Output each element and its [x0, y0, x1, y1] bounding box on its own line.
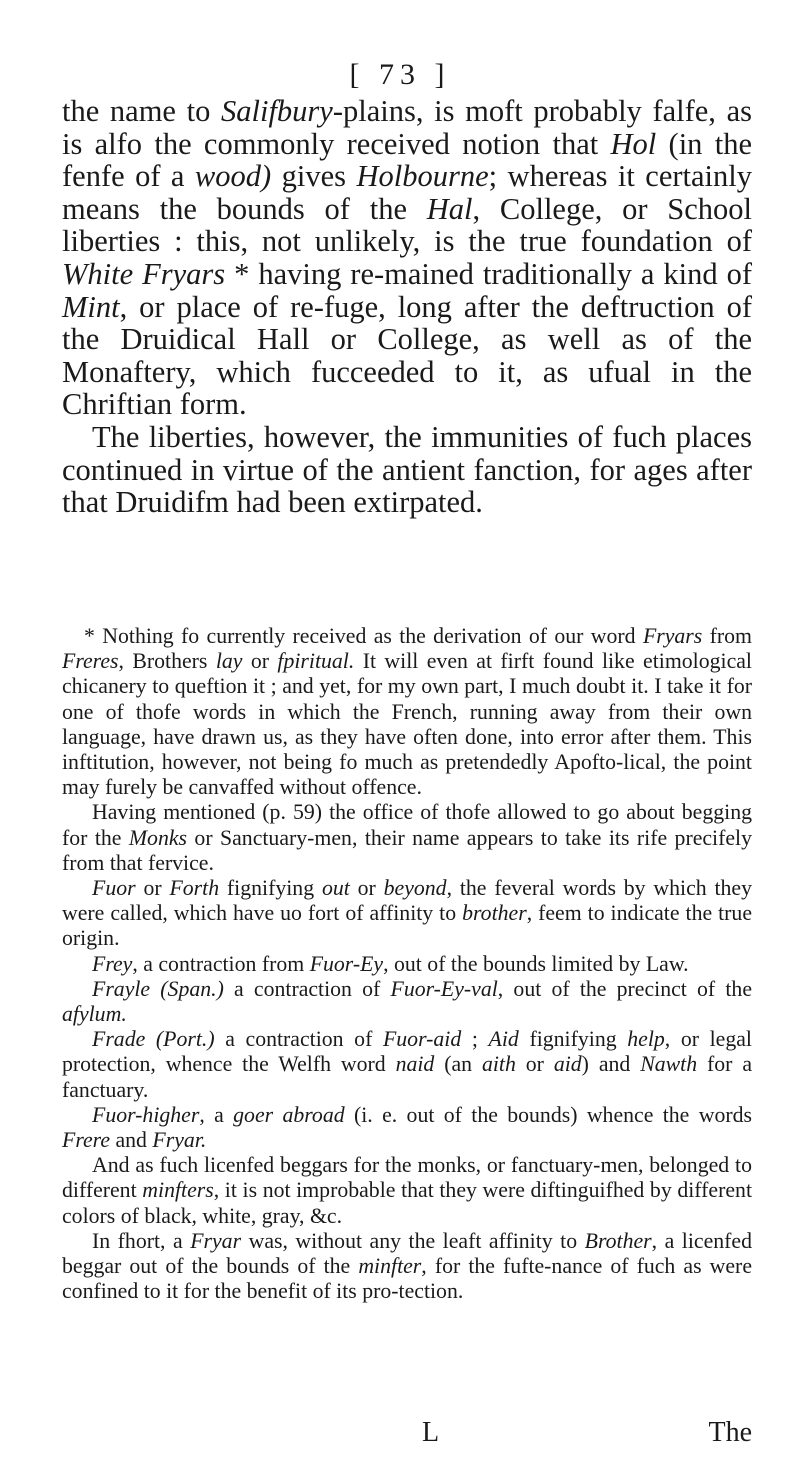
page-number: [ 73 ] [349, 58, 451, 91]
italic-text: Frey [92, 951, 133, 976]
text-run: And as fuch licenfed beggars for the monks, or fanctuary-men, belonged to different [62, 1153, 752, 1203]
italic-text: minfter [358, 1254, 422, 1279]
text-run: ; [461, 1027, 489, 1052]
text-run: or [135, 876, 170, 901]
text-run: the name to [62, 94, 221, 128]
text-run: , a [199, 1102, 234, 1127]
text-run: gives [271, 159, 357, 194]
italic-text: afylum. [62, 1002, 127, 1027]
text-run: and [110, 1128, 153, 1153]
italic-text: goer abroad [233, 1102, 345, 1127]
text-run: (an [434, 1052, 482, 1077]
italic-text: Brother [584, 1228, 652, 1253]
text-run: (i. e. out of the bounds) whence the words [344, 1102, 752, 1127]
text-run: from [702, 624, 752, 648]
italic-text: Fryar. [152, 1128, 207, 1153]
italic-text: Holbourne [356, 159, 489, 194]
text-run: or [515, 1052, 554, 1077]
italic-text: Hol [610, 126, 657, 161]
italic-text: fpiritual. [277, 649, 355, 674]
italic-text: wood) [194, 159, 272, 194]
text-run: , out of the bounds limited by Law. [383, 951, 689, 976]
catchword: The [708, 1417, 752, 1448]
text-run: (in the fenfe of a [62, 126, 752, 194]
main-text [62, 95, 752, 519]
text-run: or [349, 876, 384, 901]
footnote-paragraph [62, 876, 752, 952]
text-run: , a contraction from [132, 951, 310, 976]
footnote-paragraph [62, 1027, 752, 1103]
signature-mark: L [422, 1417, 440, 1448]
text-run: , a licenfed beggar out of the bounds of the [62, 1228, 752, 1279]
text-run: fignifying [518, 1027, 628, 1052]
text-run: It will even at firft found like etimological chicanery to queftion it ; and yet, for my own part, I much doubt it. I take it for one of thofe words in which the French, running away from their own language, have drawn us, as they have often done, into error after them. This inftitution, however, not being fo much as pretendedly Apofto-lical, the point may furely be canvaffed without offence. [62, 649, 752, 800]
footnote-paragraph [62, 800, 752, 876]
text-run: a contraction of [214, 1027, 383, 1052]
text-run: , College, or School liberties : this, not unlikely, is the true foundation of [62, 191, 753, 259]
text-run: or [242, 649, 278, 674]
italic-text: Fuor-Ey [309, 951, 384, 976]
text-run: * having re-mained traditionally a kind of [225, 256, 752, 291]
italic-text: Frade (Port.) [92, 1027, 215, 1052]
text-run: fignifying [219, 876, 322, 901]
footnote-paragraph [62, 1153, 752, 1229]
text-run: * Nothing fo currently received as the derivation of our word [84, 624, 643, 648]
italic-text: minfters [142, 1178, 214, 1203]
text-run: , for the fufte-nance of fuch as were confined to it for the benefit of its pro-tection. [62, 1254, 752, 1304]
main-paragraph [62, 95, 752, 421]
italic-text: Fryar [190, 1228, 242, 1253]
footnote-paragraph [62, 624, 752, 800]
italic-text: out [321, 876, 350, 901]
italic-text: brother [462, 901, 527, 926]
italic-text: Aid [488, 1027, 519, 1052]
text-run: , Brothers [118, 649, 216, 674]
italic-text: Mint [62, 289, 120, 324]
footnote-paragraph [62, 1229, 752, 1305]
italic-text: lay [215, 649, 243, 674]
italic-text: help [627, 1027, 665, 1052]
italic-text: Fuor-higher [92, 1102, 200, 1127]
text-run: , feem to indicate the true origin. [62, 901, 752, 951]
italic-text: aith [481, 1052, 516, 1077]
text-run: -plains, is moft probably falfe, as is alfo the commonly received notion that [62, 94, 752, 161]
footnote-paragraph [62, 1103, 752, 1153]
italic-text: Freres [62, 649, 119, 674]
footnote [62, 624, 752, 1304]
main-paragraph: The liberties, however, the immunities of fuch places continued in virtue of the antient fanction, for ages after that Druidifm had been extirpated. [62, 419, 752, 520]
text-run: ; whereas it certainly means the bounds of the [62, 159, 752, 226]
italic-text: Hal [426, 191, 473, 226]
italic-text: White Fryars [62, 256, 226, 291]
italic-text: Frere [62, 1128, 111, 1153]
italic-text: Forth [169, 876, 220, 901]
italic-text: Salifbury [221, 94, 333, 128]
text-run: , out of the precinct of the [497, 976, 752, 1001]
italic-text: Fryars [642, 624, 703, 648]
italic-text: beyond [383, 876, 447, 901]
italic-text: aid [553, 1052, 582, 1077]
text-run: , or legal protection, whence the Welfh word [62, 1027, 752, 1077]
italic-text: Fuor-Ey-val [390, 976, 498, 1001]
text-run: for a fanctuary. [62, 1052, 752, 1102]
footnote-paragraph [62, 952, 752, 977]
italic-text: Fuor [92, 876, 136, 901]
italic-text: naid [395, 1052, 435, 1077]
text-run: or Sanctuary-men, their name appears to take its rife precifely from that fervice. [62, 825, 752, 875]
italic-text: Fuor-aid [382, 1027, 462, 1052]
text-run: , the feveral words by which they were called, which have uo fort of affinity to [62, 876, 753, 926]
text-run: was, without any the leaft affinity to [241, 1228, 585, 1253]
text-run: ) and [581, 1052, 641, 1077]
italic-text: Frayle (Span.) [92, 976, 224, 1001]
footnote-paragraph [62, 977, 752, 1027]
text-run: a contraction of [223, 976, 391, 1001]
text-run: , or place of re-fuge, long after the deftruction of the Druidical Hall or College, as well as of the Monaftery, which fucceeded to it, as ufual in the Chriftian form. [62, 289, 752, 422]
italic-text: Nawth [640, 1052, 698, 1077]
text-run: In fhort, a [92, 1228, 191, 1253]
text-run: Having mentioned (p. 59) the office of thofe allowed to go about begging for the [62, 800, 752, 850]
text-run: , it is not improbable that they were diftinguifhed by different colors of black, white, gray, &c. [62, 1178, 752, 1228]
italic-text: Monks [128, 825, 188, 850]
